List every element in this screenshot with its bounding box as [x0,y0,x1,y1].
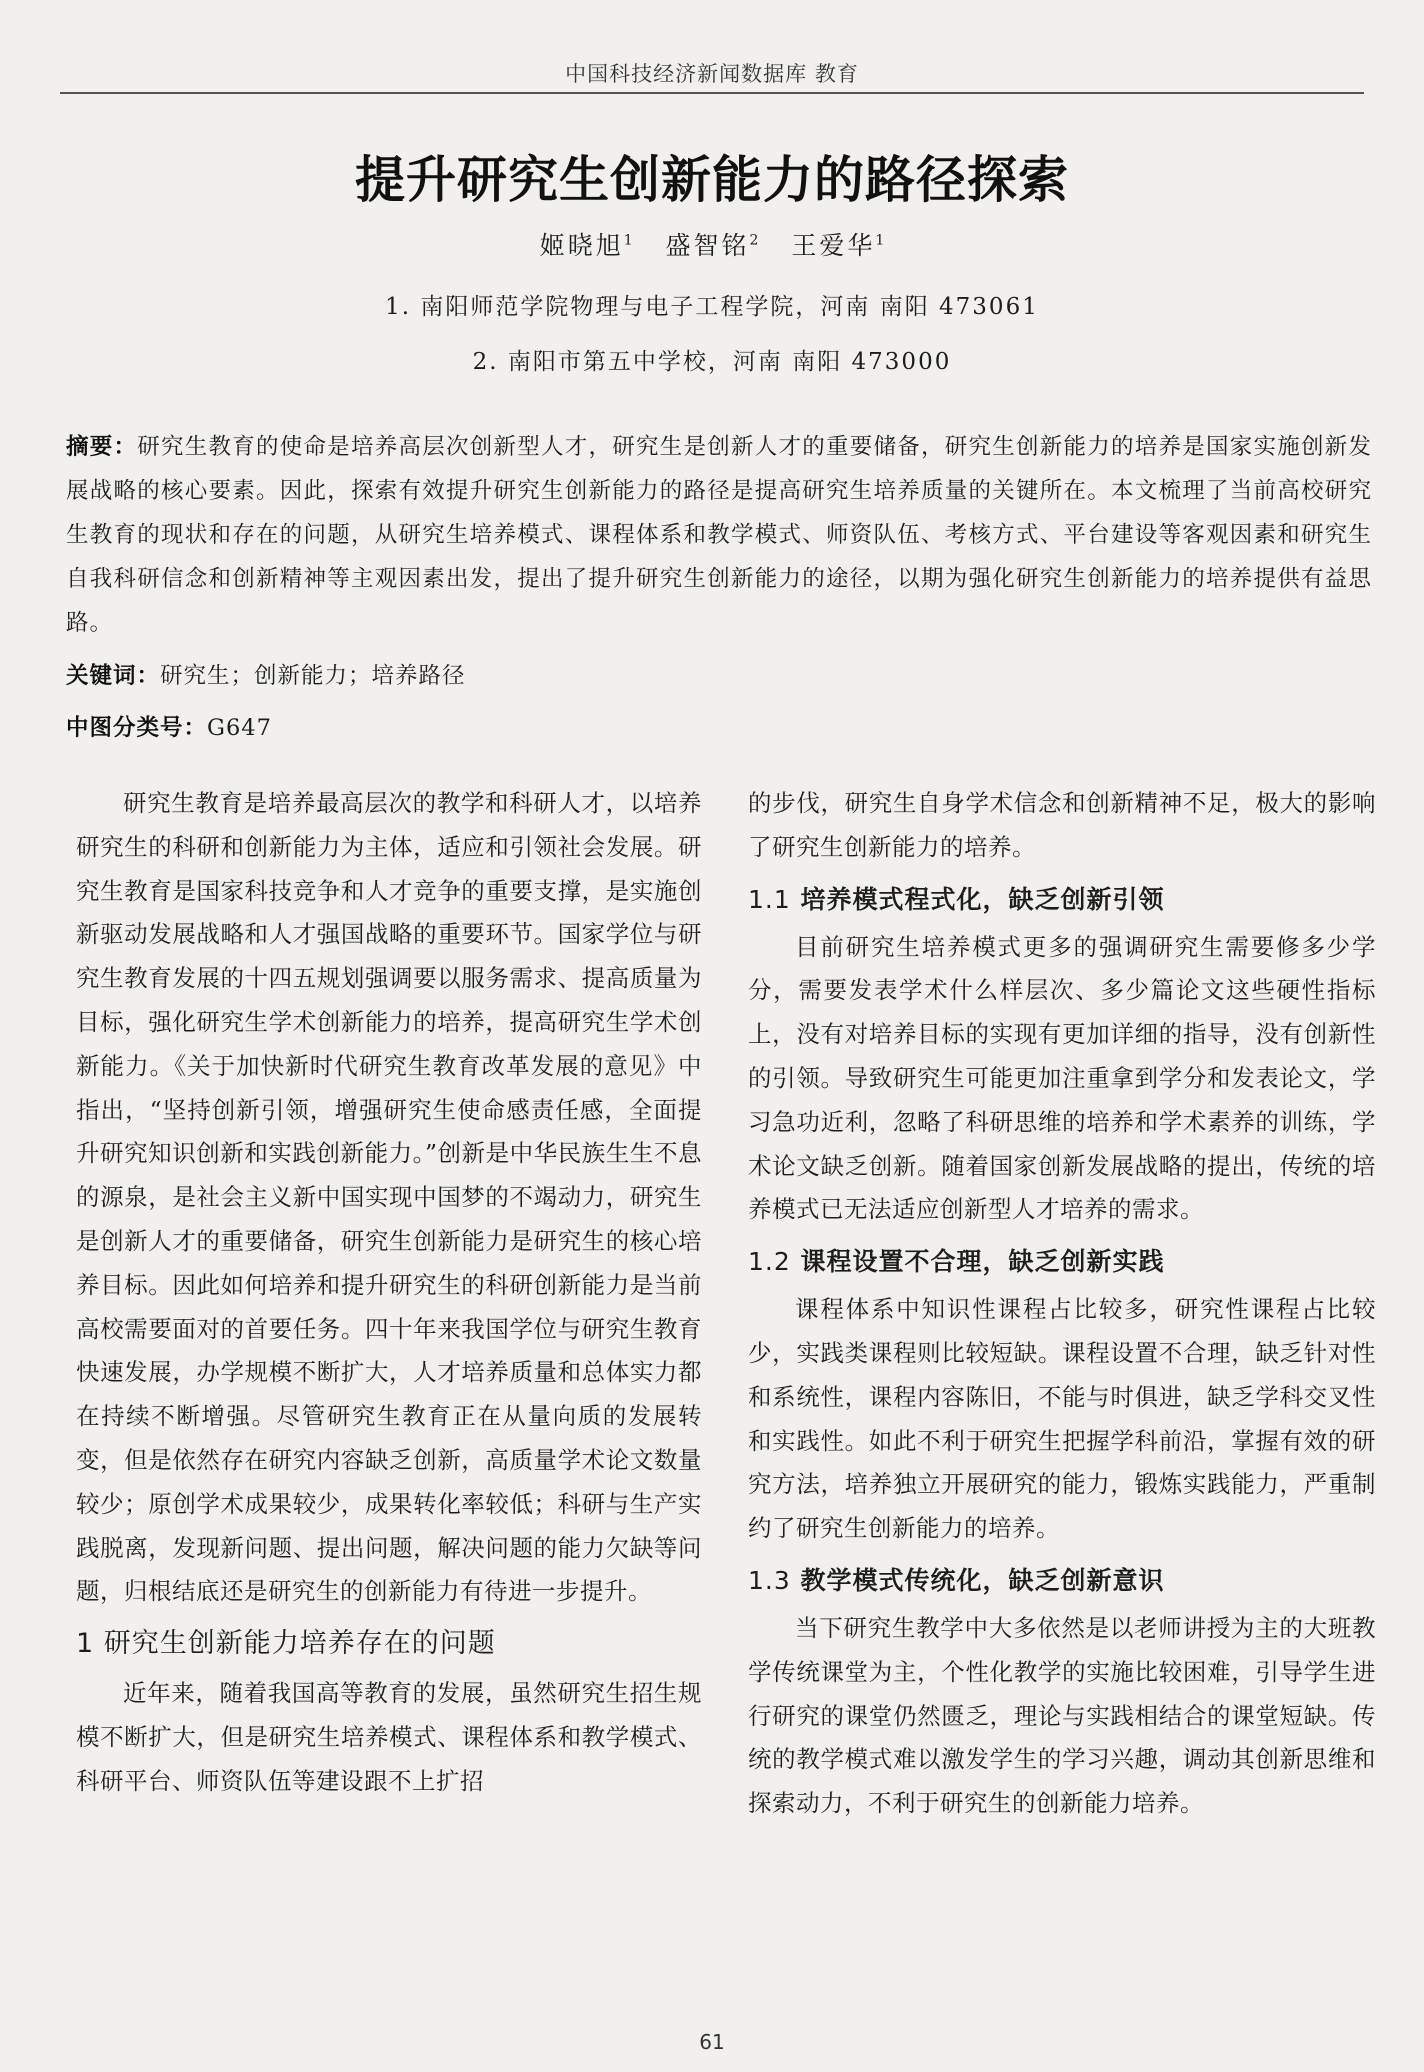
subsection-1-1-text: 目前研究生培养模式更多的强调研究生需要修多少学分，需要发表学术什么样层次、多少篇论文这些硬性指标上，没有对培养目标的实现有更加详细的指导，没有创新性的引领。导致研究生可能更加注重拿到学分和发表论文，学习急功近利，忽略了科研思维的培养和学术素养的训练，学术论文缺乏创新。随着国家创新发展战略的提出，传统的培养模式已无法适应创新型人才培养的需求。 [748,932,1376,1224]
running-head: 中国科技经济新闻数据库 教育 [565,62,859,86]
intro-paragraph: 研究生教育是培养最高层次的教学和科研人才，以培养研究生的科研和创新能力为主体，适应和引领社会发展。研究生教育是国家科技竞争和人才竞争的重要支撑，是实施创新驱动发展战略和人才强国战略的重要环节。国家学位与研究生教育发展的十四五规划强调要以服务需求、提高质量为目标，强化研究生学术创新能力的培养，提高研究生学术创新能力。《关于加快新时代研究生教育改革发展的意见》中指出，“坚持创新引领，增强研究生使命感责任感，全面提升研究知识创新和实践创新能力。”创新是中华民族生生不息的源泉，是社会主义新中国实现中国梦的不竭动力，研究生是创新人才的重要储备，研究生创新能力是研究生的核心培养目标。因此如何培养和提升研究生的科研创新能力是当前高校需要面对的首要任务。四十年来我国学位与研究生教育快速发展，办学规模不断扩大，人才培养质量和总体实力都在持续不断增强。尽管研究生教育正在从量向质的发展转变，但是依然存在研究内容缺乏创新，高质量学术论文数量较少；原创学术成果较少，成果转化率较低；科研与生产实践脱离，发现新问题、提出问题，解决问题的能力欠缺等问题，归根结底还是研究生的创新能力有待进一步提升。 [76,789,702,1606]
subsection-number: 1.1 [748,884,791,914]
abstract [66,425,1372,645]
author-affiliation-mark: 1 [623,232,633,249]
header-rule [60,92,1364,94]
subsection-title: 培养模式程式化，缺乏创新引领 [800,884,1165,914]
affiliation-1: 1. 南阳师范学院物理与电子工程学院，河南 南阳 473061 [385,294,1039,320]
subsection-number: 1.3 [748,1565,791,1595]
body-column-right [748,782,1376,1826]
section-1-heading: 1 研究生创新能力培养存在的问题 [76,1628,496,1660]
subsection-1-3-heading [748,1559,1376,1603]
author-line [0,226,1424,262]
affiliation-2: 2. 南阳市第五中学校，河南 南阳 473000 [472,349,952,375]
page-number: 61 [699,2030,725,2054]
subsection-1-2-heading [748,1240,1376,1284]
abstract-text: 研究生教育的使命是培养高层次创新型人才，研究生是创新人才的重要储备，研究生创新能力的培养是国家实施创新发展战略的核心要素。因此，探索有效提升研究生创新能力的路径是提高研究生培养质量的关键所在。本文梳理了当前高校研究生教育的现状和存在的问题，从研究生培养模式、课程体系和教学模式、师资队伍、考核方式、平台建设等客观因素和研究生自我科研信念和创新精神等主观因素出发，提出了提升研究生创新能力的途径，以期为强化研究生创新能力的培养提供有益思路。 [66,434,1372,636]
author-name: 盛智铭 [665,231,750,260]
article-title: 提升研究生创新能力的路径探索 [355,151,1069,209]
abstract-label: 摘要： [66,434,138,460]
keywords [66,658,466,690]
body-column-left [76,782,702,1804]
subsection-1-1-heading [748,878,1376,922]
subsection-1-3-text: 当下研究生教学中大多依然是以老师讲授为主的大班教学传统课堂为主，个性化教学的实施比较困难，引导学生进行研究的课堂仍然匮乏，理论与实践相结合的课堂短缺。传统的教学模式难以激发学生的学习兴趣，调动其创新思维和探索动力，不利于研究生的创新能力培养。 [748,1613,1376,1818]
subsection-1-2-text: 课程体系中知识性课程占比较多，研究性课程占比较少，实践类课程则比较短缺。课程设置不合理，缺乏针对性和系统性，课程内容陈旧，不能与时俱进，缺乏学科交叉性和实践性。如此不利于研究生把握学科前沿，掌握有效的研究方法，培养独立开展研究的能力，锻炼实践能力，严重制约了研究生创新能力的培养。 [748,1295,1376,1543]
subsection-title: 教学模式传统化，缺乏创新意识 [800,1565,1165,1595]
author-affiliation-mark: 2 [749,232,759,249]
classification-text: G647 [207,715,272,741]
section-1-paragraph: 近年来，随着我国高等教育的发展，虽然研究生招生规模不断扩大，但是研究生培养模式、课程体系和教学模式、科研平台、师资队伍等建设跟不上扩招 [76,1679,702,1795]
author-name: 姬晓旭 [539,231,624,260]
author-name: 王爱华 [791,231,876,260]
subsection-number: 1.2 [748,1247,791,1277]
author-affiliation-mark: 1 [875,232,885,249]
keywords-text: 研究生；创新能力；培养路径 [160,663,466,689]
subsection-title: 课程设置不合理，缺乏创新实践 [800,1247,1165,1277]
keywords-label: 关键词： [66,663,161,689]
classification-number [66,710,272,742]
section-1-paragraph-continued: 的步伐，研究生自身学术信念和创新精神不足，极大的影响了研究生创新能力的培养。 [748,789,1376,861]
classification-label: 中图分类号： [66,715,208,741]
